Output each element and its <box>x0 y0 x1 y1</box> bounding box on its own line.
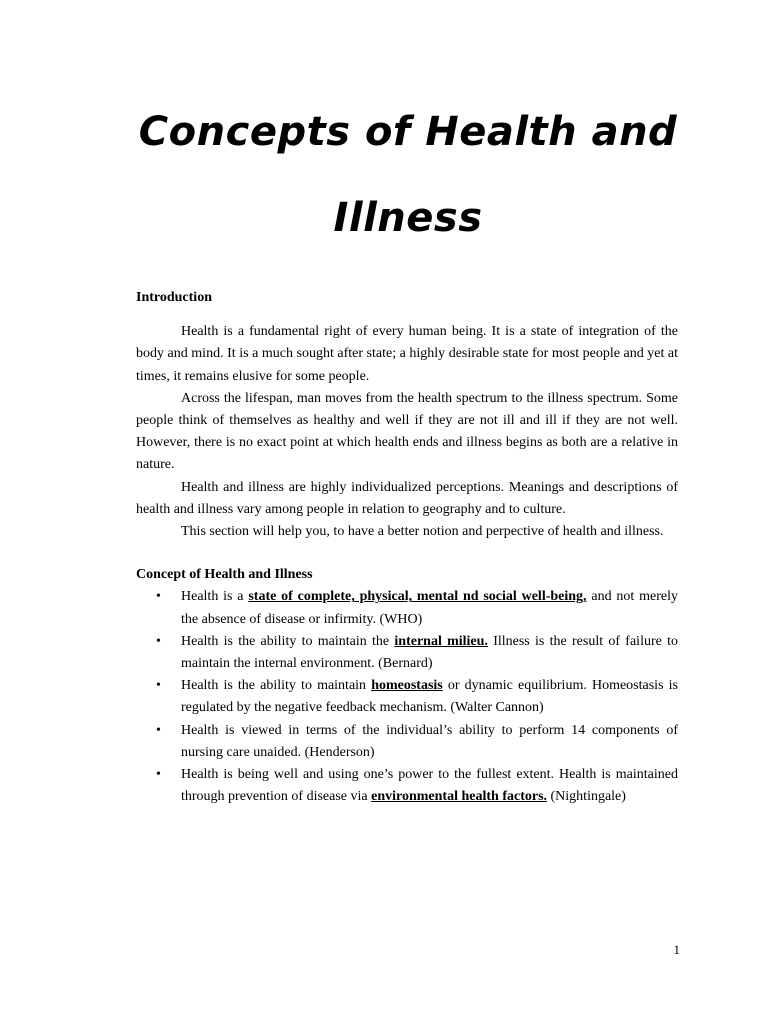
list-item <box>136 631 678 675</box>
introduction-heading: Introduction <box>136 290 212 305</box>
definition-text: (Nightingale) <box>547 789 626 805</box>
list-item <box>136 675 678 719</box>
bullet-icon: • <box>156 633 161 649</box>
definition-text: Illness is the result of failure to maintain the internal environment. (Bernard) <box>181 633 678 672</box>
definition-emphasis: homeostasis <box>371 678 443 694</box>
concept-section-heading: Concept of Health and Illness <box>136 567 313 583</box>
definition-emphasis: internal milieu. <box>394 633 488 649</box>
concept-definitions-list <box>136 586 678 808</box>
document-body <box>136 287 678 808</box>
definition-text: Health is being well and using one’s power to the fullest extent. Health is maintained through prevention of disease via <box>181 767 678 805</box>
definition-text: Health is viewed in terms of the individual’s ability to perform 14 components of nursing care unaided. (Henderson) <box>181 722 678 760</box>
bullet-icon: • <box>156 767 161 783</box>
definition-emphasis: environmental health factors. <box>371 789 548 805</box>
page-number: 1 <box>673 942 680 957</box>
document-title-line-2: Illness <box>333 195 483 241</box>
list-item <box>136 764 678 808</box>
document-title-line-1: Concepts of Health and <box>138 109 678 155</box>
definition-emphasis: state of complete, physical, mental nd social well-being, <box>248 589 587 605</box>
bullet-icon: • <box>156 589 161 605</box>
definition-text: Health is the ability to maintain the <box>181 633 395 649</box>
definition-text: or dynamic equilibrium. Homeostasis is regulated by the negative feedback mechanism. (Walter Cannon) <box>181 678 678 716</box>
intro-paragraph-2: Across the lifespan, man moves from the health spectrum to the illness spectrum. Some people think of themselves as healthy and well if they are not ill and ill if they are not well. However, there is no exact point at which health ends and illness begins as both are a relative in nature. <box>136 390 678 473</box>
definition-text: Health is a <box>181 589 249 605</box>
list-item <box>136 586 678 630</box>
bullet-icon: • <box>156 678 161 694</box>
intro-paragraph-1: Health is a fundamental right of every human being. It is a state of integration of the body and mind. It is a much sought after state; a highly desirable state for most people and yet at times, it remains elusive for some people. <box>136 324 678 384</box>
definition-text: and not merely the absence of disease or infirmity. (WHO) <box>181 589 678 627</box>
bullet-icon: • <box>156 722 161 738</box>
definition-text: Health is the ability to maintain <box>181 678 372 694</box>
intro-paragraph-3: Health and illness are highly individualized perceptions. Meanings and descriptions of health and illness vary among people in relation to geography and to culture. <box>136 479 678 517</box>
intro-paragraph-4: This section will help you, to have a better notion and perpective of health and illness. <box>181 524 664 540</box>
list-item <box>136 720 678 764</box>
